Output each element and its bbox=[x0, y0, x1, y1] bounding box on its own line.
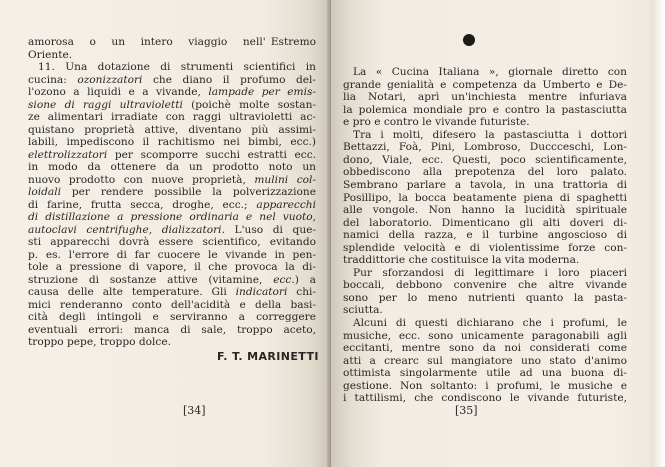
text-line bbox=[343, 204, 627, 216]
text-span: cucina: bbox=[28, 73, 78, 86]
text-line bbox=[28, 174, 316, 186]
text-span: cità degli intingoli e serviranno a correggere bbox=[28, 311, 316, 323]
text-line bbox=[343, 91, 627, 103]
text-line bbox=[28, 224, 316, 236]
text-span: obbediscono alla prepotenza del loro palato. bbox=[343, 166, 627, 179]
text-span: in modo da ottenere da un prodotto noto un bbox=[28, 161, 316, 173]
italic-text-span: di distillazione a pressione ordinaria e nel vuoto, bbox=[28, 211, 316, 223]
text-span: del laboratorio. Dimenticano gli alti doveri di- bbox=[343, 216, 627, 229]
text-line bbox=[28, 111, 316, 123]
text-line bbox=[343, 166, 627, 178]
text-line bbox=[343, 279, 627, 291]
text-span: chi- bbox=[287, 286, 316, 298]
text-span: Sembrano parlare a tavola, in una trattoria di bbox=[343, 178, 627, 191]
text-line bbox=[353, 129, 627, 141]
right-page bbox=[331, 0, 665, 467]
italic-text-span: autoclavi centrifughe, dializzatori. bbox=[28, 223, 225, 236]
text-line bbox=[28, 99, 316, 111]
text-span: Alcuni di questi dichiarano che i profumi, le bbox=[353, 317, 627, 329]
text-span: la polemica mondiale pro e contro la pastasciutta bbox=[343, 103, 627, 116]
text-span: sciutta. bbox=[343, 304, 383, 317]
text-span: eventuali errori: manca di sale, troppo aceto, bbox=[28, 323, 316, 336]
text-span: La « Cucina Italiana », giornale diretto con bbox=[353, 66, 627, 78]
text-line bbox=[343, 154, 627, 166]
text-line bbox=[28, 86, 316, 98]
text-line bbox=[28, 74, 316, 86]
text-span: ze alimentari irradiate con raggi ultravioletti ac- bbox=[28, 111, 316, 123]
text-line bbox=[28, 274, 316, 286]
text-line bbox=[28, 136, 316, 148]
text-line bbox=[28, 311, 316, 323]
italic-text-span: indicatori bbox=[235, 286, 288, 298]
text-span: ) a bbox=[294, 273, 316, 286]
italic-text-span: ecc. bbox=[273, 273, 295, 286]
text-line bbox=[343, 229, 627, 241]
text-line bbox=[343, 79, 627, 91]
text-line bbox=[343, 141, 627, 153]
text-span: di farine, frutta secca, droghe, ecc.; bbox=[28, 198, 257, 211]
text-line bbox=[343, 116, 627, 128]
text-span: grande genialità e competenza da Umberto e De- bbox=[343, 78, 627, 91]
text-span: (poichè molte sostan- bbox=[182, 98, 316, 111]
text-line bbox=[343, 380, 627, 392]
page-edge bbox=[651, 0, 665, 467]
text-span: per scomporre succhi estratti ecc. bbox=[107, 148, 316, 161]
text-line bbox=[343, 292, 627, 304]
text-line bbox=[38, 61, 316, 73]
text-line bbox=[28, 36, 316, 48]
text-line bbox=[343, 367, 627, 379]
text-line bbox=[28, 211, 316, 223]
text-span: ottimista singolarmente utile ad una buona di- bbox=[343, 367, 627, 380]
text-span: alle vongole. Non hanno la lucidità spirituale bbox=[343, 204, 627, 217]
text-line bbox=[28, 261, 316, 273]
text-span: musiche, ecc. sono unicamente paragonabili agli bbox=[343, 329, 627, 342]
text-line bbox=[343, 304, 627, 316]
ink-dot bbox=[463, 34, 475, 46]
text-span: L'uso di que- bbox=[224, 223, 316, 236]
text-span: gestione. Non soltanto: i profumi, le musiche e bbox=[343, 379, 627, 392]
text-span: Tra i molti, difesero la pastasciutta i dottori bbox=[353, 128, 627, 141]
text-span: dono, Viale, ecc. Questi, poco scientificamente, bbox=[343, 153, 627, 166]
text-span: lia Notari, aprì un'inchiesta mentre infuriava bbox=[343, 91, 627, 104]
italic-text-span: lampade per emis- bbox=[208, 86, 316, 98]
text-line bbox=[343, 242, 627, 254]
text-span: struzione di sostanze attive (vitamine, bbox=[28, 273, 274, 286]
text-line bbox=[343, 254, 627, 266]
text-line bbox=[28, 186, 316, 198]
author-signature: F. T. MARINETTI bbox=[217, 350, 319, 363]
text-span: boccali, debbono convenire che altre vivande bbox=[343, 279, 627, 292]
text-span: troppo pepe, troppo dolce. bbox=[28, 336, 171, 348]
text-span: Pur sforzandosi di legittimare i loro piaceri bbox=[353, 266, 627, 279]
text-span: nuovo prodotto con nuove proprietà, bbox=[28, 173, 255, 186]
text-span: p. es. l'errore di far cuocere le vivande in pen- bbox=[28, 248, 316, 261]
italic-text-span: ozonizzatori bbox=[77, 73, 143, 86]
italic-text-span: apparecchi bbox=[256, 198, 316, 211]
text-span: sti apparecchi dovrà essere scientifico, evitando bbox=[28, 236, 316, 248]
text-span: labili, impediscono il rachitismo nei bimbi, ecc.) bbox=[28, 136, 316, 148]
text-span: e pro e contro le vivande futuriste. bbox=[343, 116, 530, 129]
text-line bbox=[28, 299, 316, 311]
text-span: Oriente. bbox=[28, 48, 73, 61]
text-line bbox=[343, 342, 627, 354]
text-line bbox=[343, 192, 627, 204]
text-line bbox=[28, 49, 316, 61]
text-line bbox=[28, 236, 316, 248]
text-span: amorosa o un intero viaggio nell' Estremo bbox=[28, 36, 316, 48]
text-line bbox=[28, 161, 316, 173]
text-span: quistano proprietà attive, diventano più assimi- bbox=[28, 123, 316, 136]
text-line bbox=[28, 149, 316, 161]
text-line bbox=[343, 355, 627, 367]
text-span: causa delle alte temperature. Gli bbox=[28, 286, 236, 298]
text-span: Bettazzi, Foà, Pini, Lombroso, Duccceschi, Lon- bbox=[343, 141, 627, 154]
italic-text-span: mulini col- bbox=[254, 173, 316, 186]
page-number-right: [35] bbox=[455, 404, 478, 417]
text-span: l'ozono a liquidi e a vivande, bbox=[28, 86, 209, 98]
text-span: eccitanti, mentre sono da noi considerati come bbox=[343, 342, 627, 355]
text-line bbox=[353, 317, 627, 329]
text-line bbox=[343, 179, 627, 191]
text-line bbox=[28, 286, 316, 298]
text-span: che diano il profumo del- bbox=[142, 73, 317, 86]
text-line bbox=[343, 104, 627, 116]
text-span: atti a crearc sul mangiatore uno stato d'animo bbox=[343, 354, 627, 367]
text-line bbox=[28, 124, 316, 136]
page-number-left: [34] bbox=[183, 404, 206, 417]
italic-text-span: loidali bbox=[28, 186, 62, 198]
text-line bbox=[343, 217, 627, 229]
text-line bbox=[343, 330, 627, 342]
text-span: i tattilismi, che condiscono le vivande futuriste, bbox=[343, 392, 627, 405]
text-span: mici renderanno conto dell'acidità e della basi- bbox=[28, 298, 316, 311]
text-span: splendide velocità e di violentissime forze con- bbox=[343, 241, 627, 254]
text-span: 11. Una dotazione di strumenti scientifici in bbox=[38, 61, 316, 73]
text-span: Posillipo, la bocca beatamente piena di spaghetti bbox=[343, 191, 627, 204]
text-span: sono per lo meno nutrienti quanto la pasta- bbox=[343, 291, 627, 304]
text-line bbox=[28, 324, 316, 336]
text-line bbox=[28, 249, 316, 261]
text-line bbox=[28, 199, 316, 211]
text-span: namici della razza, e il turbine angoscioso di bbox=[343, 229, 627, 242]
text-span: per rendere possibile la polverizzazione bbox=[61, 186, 316, 198]
text-line bbox=[353, 267, 627, 279]
italic-text-span: elettrolizzatori bbox=[28, 148, 108, 161]
text-line bbox=[353, 66, 627, 78]
text-span: tole a pressione di vapore, il che provoca la di- bbox=[28, 261, 316, 273]
text-span: traddittorie che costituisce la vita moderna. bbox=[343, 254, 580, 267]
left-page bbox=[0, 0, 331, 467]
italic-text-span: sione di raggi ultravioletti bbox=[28, 98, 183, 111]
text-line bbox=[343, 392, 627, 404]
text-line bbox=[28, 336, 316, 348]
